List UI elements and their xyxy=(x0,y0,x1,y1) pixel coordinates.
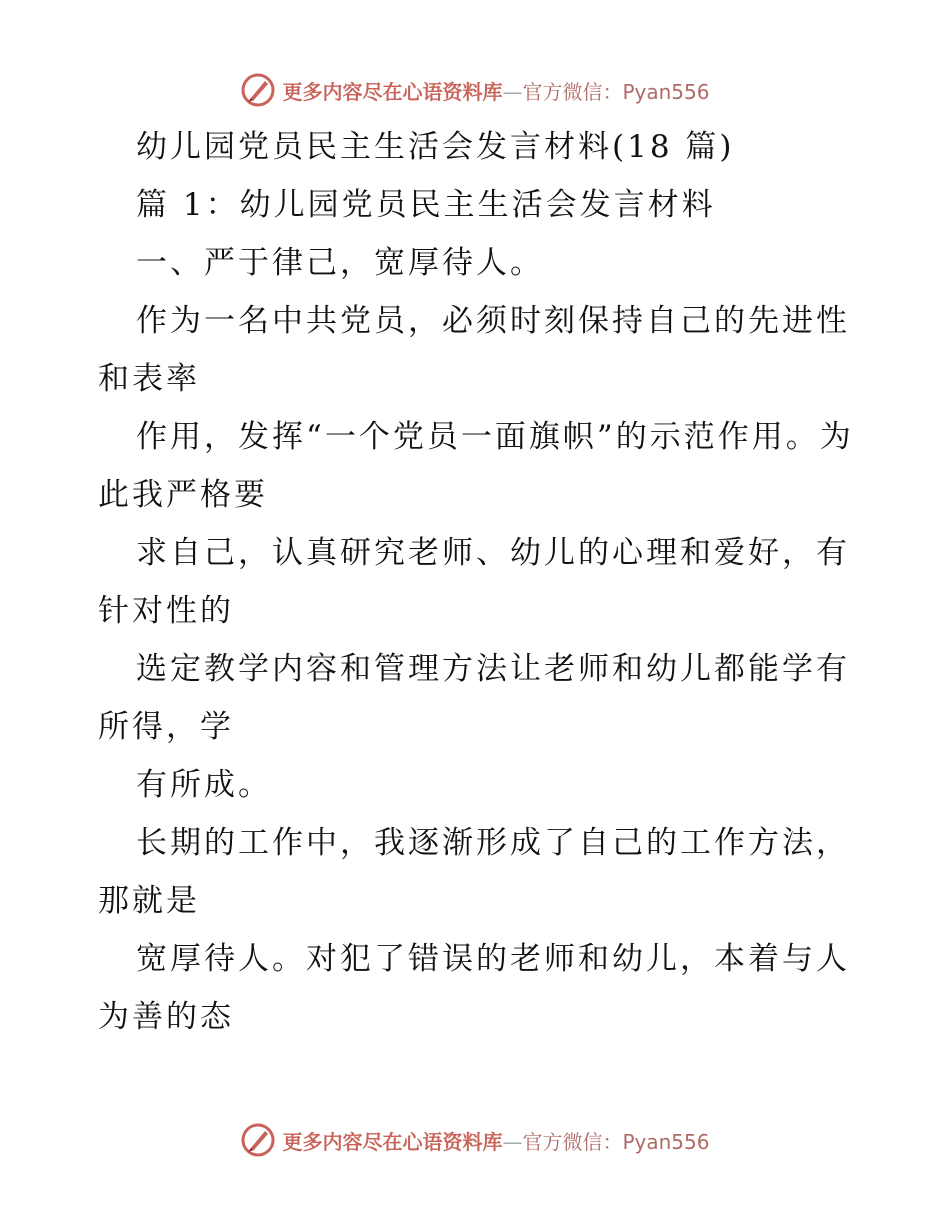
body-line: 选定教学内容和管理方法让老师和幼儿都能学有所得，学 xyxy=(98,651,850,745)
quill-pen-logo-icon xyxy=(240,1122,276,1158)
header-banner xyxy=(0,68,950,112)
quill-pen-logo-icon xyxy=(240,72,276,108)
section-heading: 一、严于律己，宽厚待人。 xyxy=(136,245,544,281)
header-banner-dash: — xyxy=(502,79,523,104)
footer-banner-text xyxy=(282,1126,709,1155)
body-line: 作为一名中共党员，必须时刻保持自己的先进性和表率 xyxy=(98,303,850,397)
footer-banner-main: 更多内容尽在心语资料库 xyxy=(282,1129,503,1154)
footer-banner xyxy=(0,1118,950,1162)
header-banner-text xyxy=(282,76,709,105)
document-body xyxy=(98,118,858,1046)
footer-banner-dash: — xyxy=(502,1129,523,1154)
body-line: 作用，发挥“一个党员一面旗帜”的示范作用。为此我严格要 xyxy=(98,419,854,513)
body-line: 长期的工作中，我逐渐形成了自己的工作方法，那就是 xyxy=(98,825,850,919)
body-line: 有所成。 xyxy=(136,767,272,803)
header-banner-wechat: 官方微信：Pyan556 xyxy=(522,79,710,104)
footer-banner-wechat: 官方微信：Pyan556 xyxy=(522,1129,710,1154)
header-banner-main: 更多内容尽在心语资料库 xyxy=(282,79,503,104)
body-line: 求自己，认真研究老师、幼儿的心理和爱好，有针对性的 xyxy=(98,535,850,629)
document-title: 幼儿园党员民主生活会发言材料(18 篇) xyxy=(136,129,735,165)
chapter-heading: 篇 1：幼儿园党员民主生活会发言材料 xyxy=(136,187,716,223)
body-line: 宽厚待人。对犯了错误的老师和幼儿，本着与人为善的态 xyxy=(98,941,850,1035)
